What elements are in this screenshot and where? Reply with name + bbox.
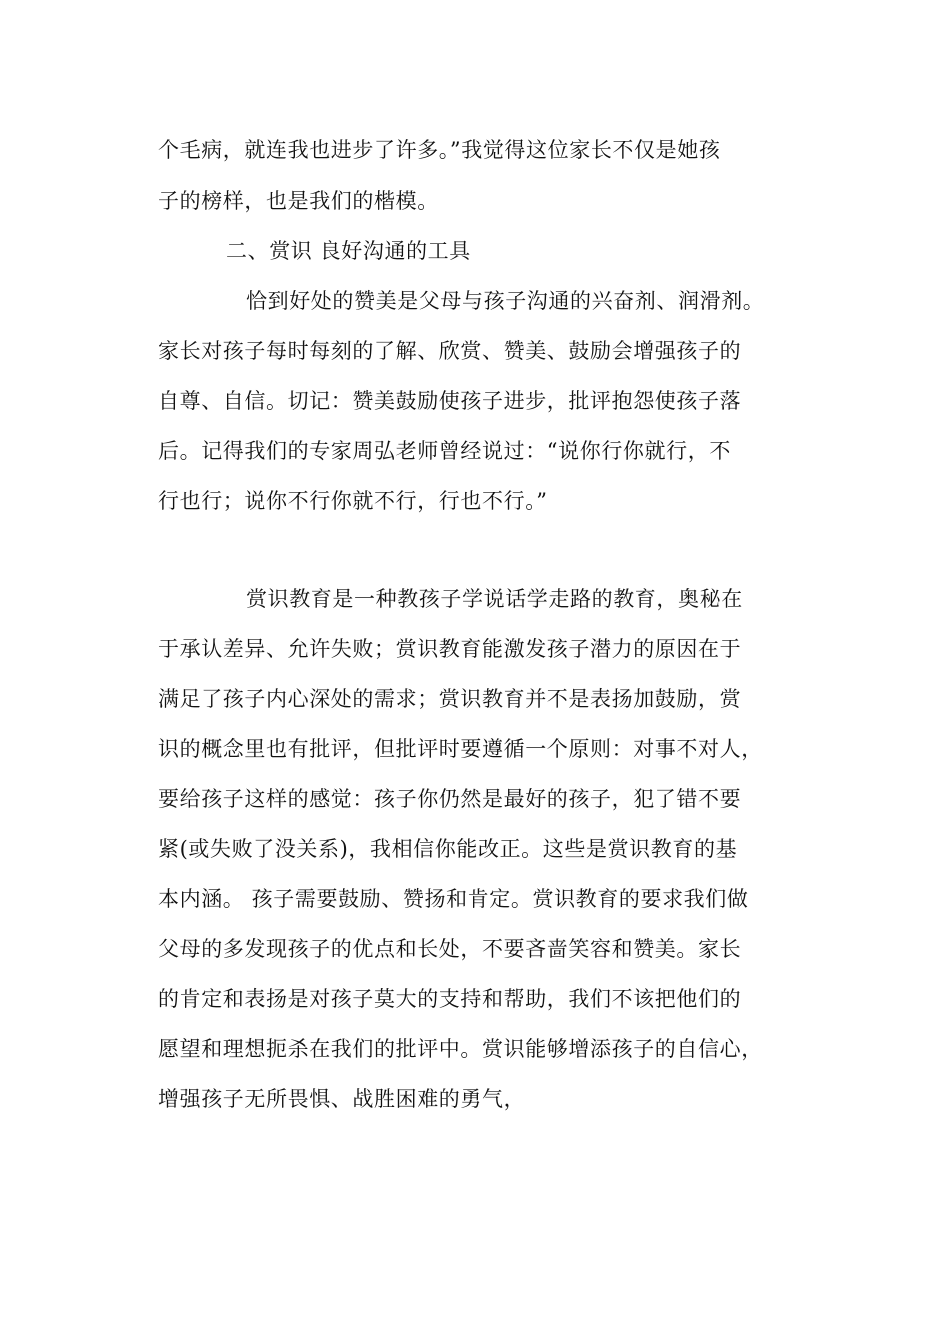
- text-line: 行也行；说你不行你就不行，行也不行。”: [158, 489, 548, 513]
- text-line: 增强孩子无所畏惧、战胜困难的勇气，: [158, 1087, 526, 1111]
- paragraph-first-line: 恰到好处的赞美是父母与孩子沟通的兴奋剂、润滑剂。: [246, 289, 765, 313]
- text-line: 要给孩子这样的感觉：孩子你仍然是最好的孩子，犯了错不要: [158, 787, 742, 811]
- text-line: 父母的多发现孩子的优点和长处，不要吝啬笑容和赞美。家长: [158, 937, 742, 961]
- text-line: 家长对孩子每时每刻的了解、欣赏、赞美、鼓励会增强孩子的: [158, 339, 742, 363]
- text-line: 本内涵。 孩子需要鼓励、赞扬和肯定。赏识教育的要求我们做: [158, 887, 749, 911]
- text-line: 紧(或失败了没关系)，我相信你能改正。这些是赏识教育的基: [158, 837, 738, 861]
- paragraph-first-line: 赏识教育是一种教孩子学说话学走路的教育，奥秘在: [246, 587, 743, 611]
- text-line: 于承认差异、允许失败；赏识教育能激发孩子潜力的原因在于: [158, 637, 742, 661]
- text-line: 识的概念里也有批评，但批评时要遵循一个原则：对事不对人，: [158, 737, 763, 761]
- text-line: 子的榜样，也是我们的楷模。: [158, 189, 439, 213]
- text-line: 个毛病，就连我也进步了许多。”我觉得这位家长不仅是她孩: [158, 138, 721, 162]
- section-heading: 二、赏识 良好沟通的工具: [226, 239, 471, 263]
- text-line: 的肯定和表扬是对孩子莫大的支持和帮助，我们不该把他们的: [158, 987, 742, 1011]
- text-line: 自尊、自信。切记：赞美鼓励使孩子进步，批评抱怨使孩子落: [158, 389, 742, 413]
- text-line: 后。记得我们的专家周弘老师曾经说过：“说你行你就行，不: [158, 439, 731, 463]
- text-line: 愿望和理想扼杀在我们的批评中。赏识能够增添孩子的自信心，: [158, 1037, 763, 1061]
- text-line: 满足了孩子内心深处的需求；赏识教育并不是表扬加鼓励，赏: [158, 687, 742, 711]
